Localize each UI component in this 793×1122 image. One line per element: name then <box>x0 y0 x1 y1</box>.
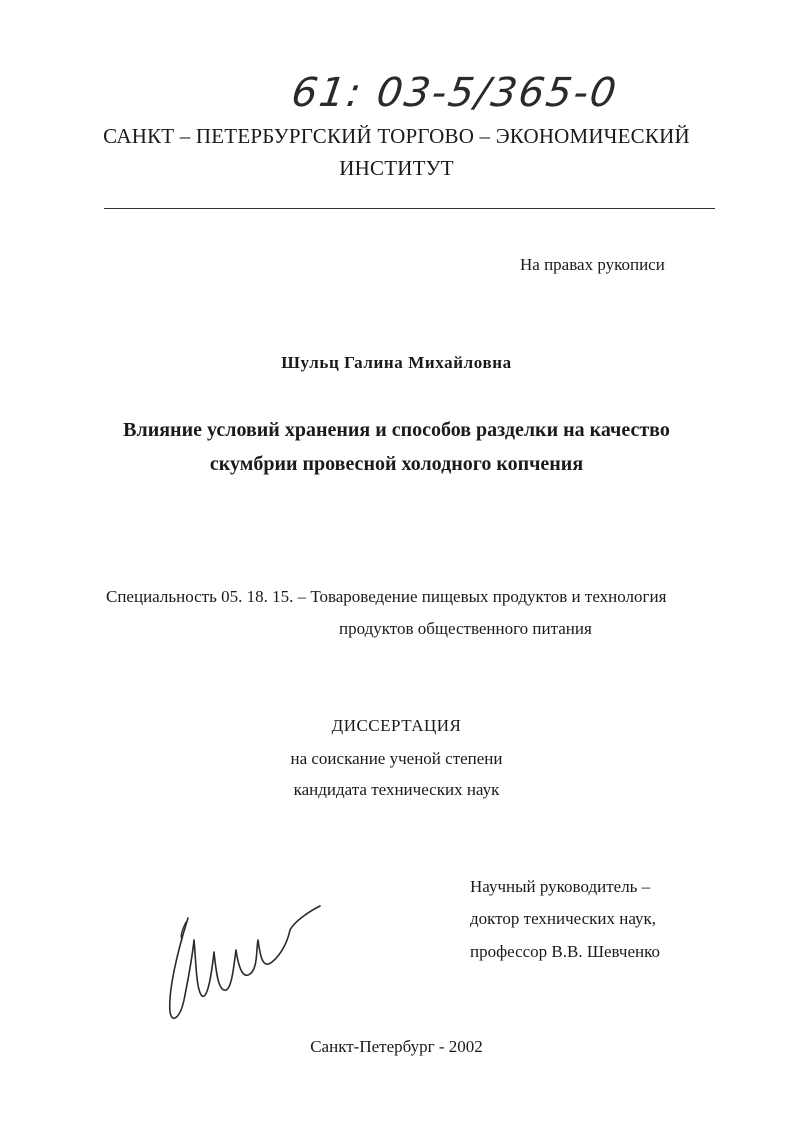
institution-line-1: САНКТ – ПЕТЕРБУРГСКИЙ ТОРГОВО – ЭКОНОМИЧЕСКИЙ <box>103 124 690 148</box>
archive-stamp: 61: 03-5/365-0 <box>288 70 621 116</box>
supervisor-line-1: Научный руководитель – <box>470 877 651 896</box>
degree-line-2: кандидата технических наук <box>293 780 500 799</box>
author-signature <box>158 900 328 1030</box>
author-name: Шульц Галина Михайловна <box>281 353 512 372</box>
institution-line-2: ИНСТИТУТ <box>339 156 454 180</box>
dissertation-heading: ДИССЕРТАЦИЯ <box>331 716 462 735</box>
header-divider <box>104 208 715 209</box>
specialty-line-2: продуктов общественного питания <box>339 619 592 638</box>
supervisor-line-3: профессор В.В. Шевченко <box>470 942 661 961</box>
degree-line-1: на соискание ученой степени <box>290 749 503 768</box>
place-year: Санкт-Петербург - 2002 <box>310 1037 483 1056</box>
manuscript-note: На правах рукописи <box>520 255 665 274</box>
thesis-title-line-1: Влияние условий хранения и способов разделки на качество <box>123 419 670 441</box>
specialty-line-1: Специальность 05. 18. 15. – Товароведение пищевых продуктов и технология <box>106 587 667 606</box>
thesis-title-line-2: скумбрии провесной холодного копчения <box>209 453 584 475</box>
supervisor-line-2: доктор технических наук, <box>470 909 657 928</box>
